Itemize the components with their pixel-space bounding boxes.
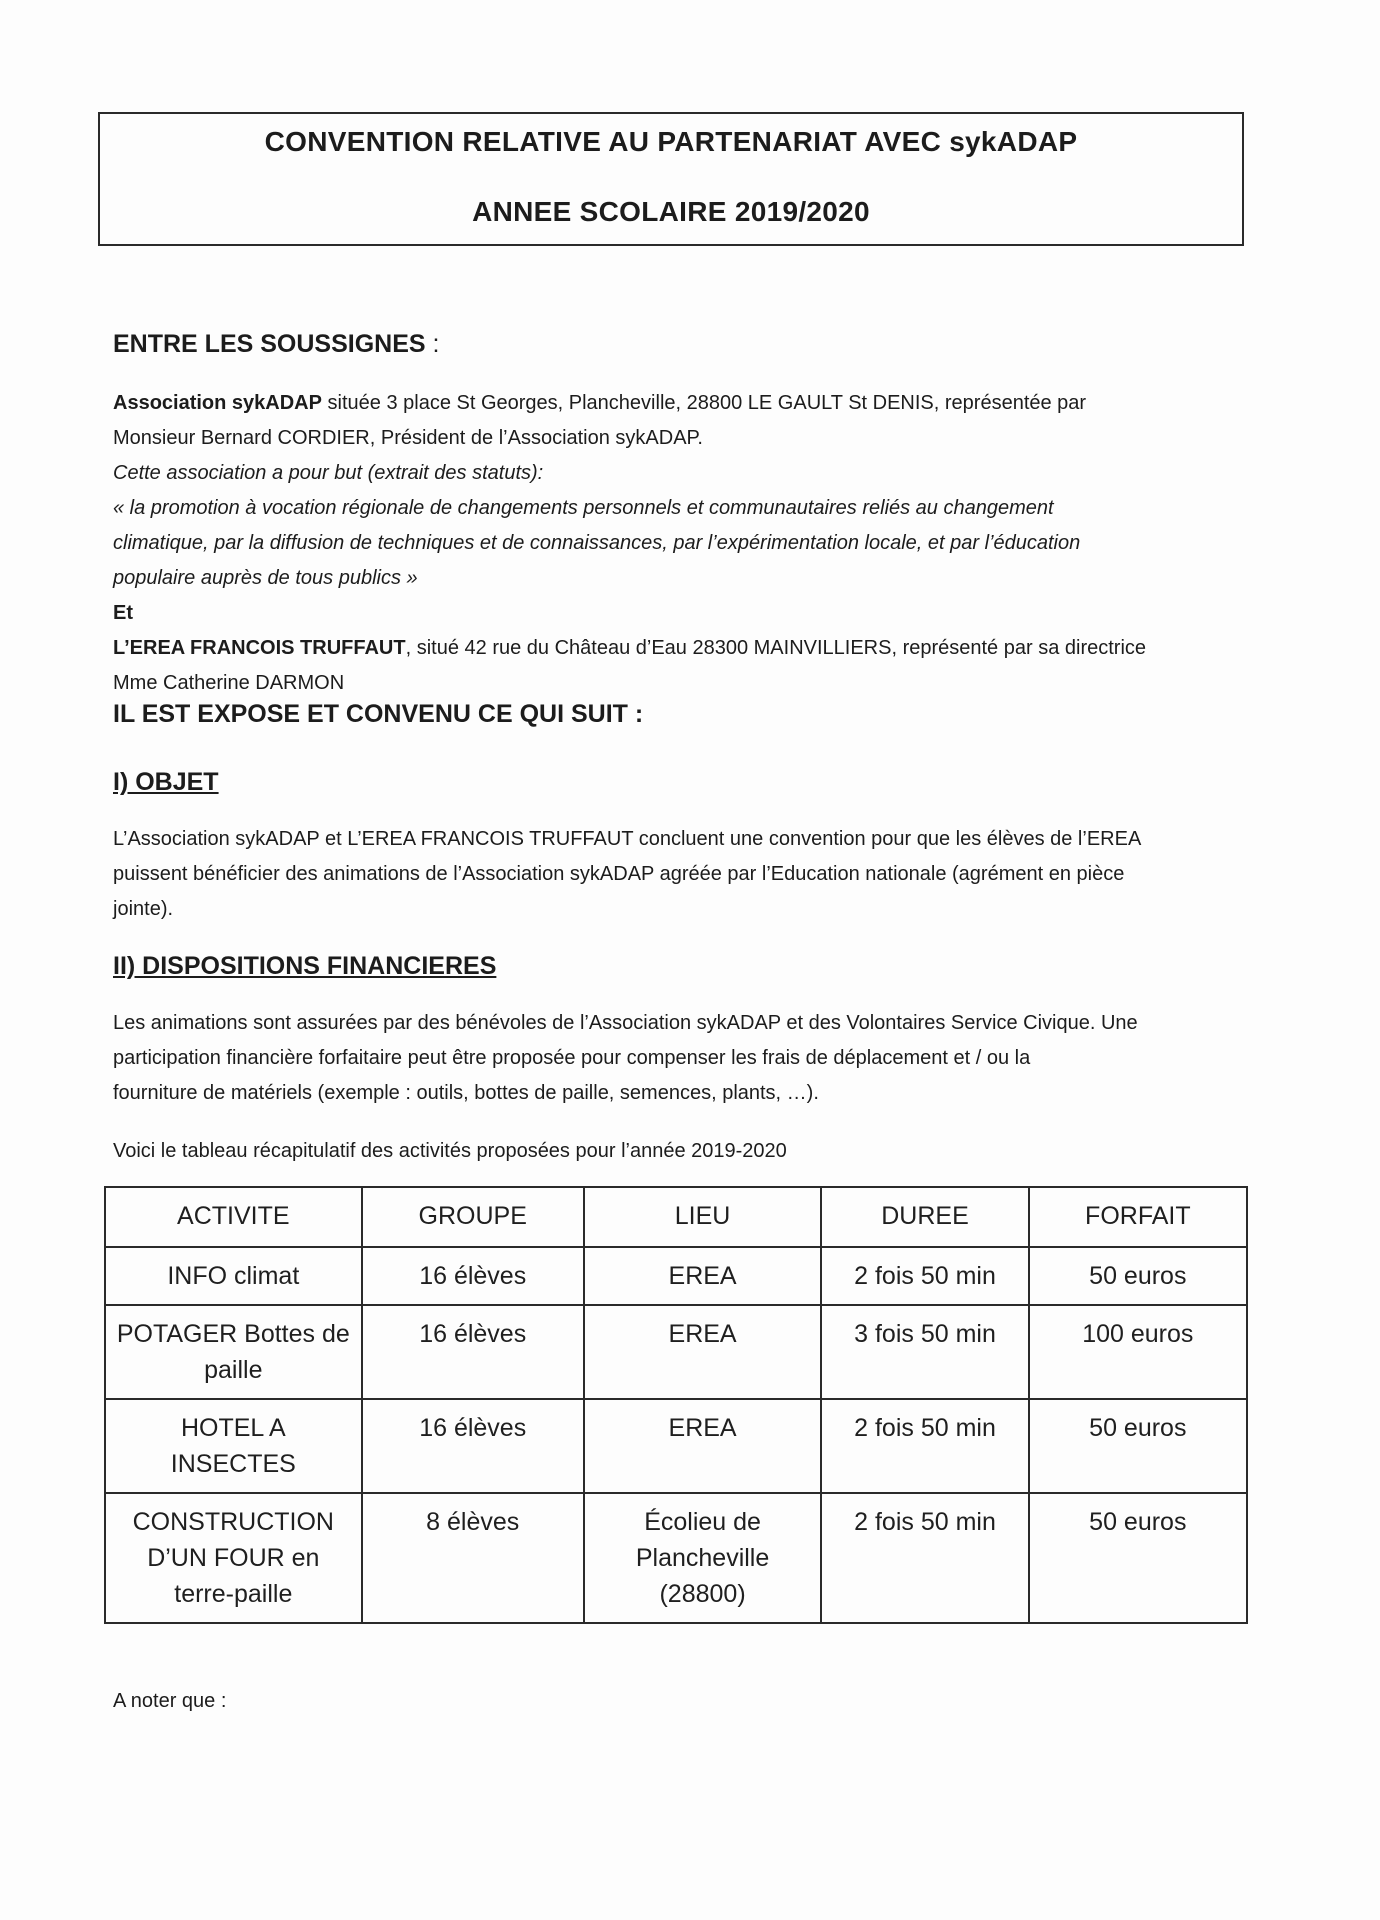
- cell-forfait: 50 euros: [1029, 1247, 1247, 1305]
- table-row: [105, 1247, 1247, 1305]
- header-forfait: FORFAIT: [1029, 1187, 1247, 1247]
- exposed-heading: IL EST EXPOSE ET CONVENU CE QUI SUIT :: [113, 700, 644, 728]
- cell-groupe: 16 élèves: [362, 1305, 584, 1399]
- cell-groupe: 16 élèves: [362, 1247, 584, 1305]
- cell-lieu: EREA: [584, 1305, 822, 1399]
- document-title: CONVENTION RELATIVE AU PARTENARIAT AVEC sykADAP: [264, 126, 1078, 157]
- cell-forfait: 50 euros: [1029, 1399, 1247, 1493]
- school-year-title: ANNEE SCOLAIRE 2019/2020: [472, 196, 870, 227]
- header-groupe: GROUPE: [362, 1187, 584, 1247]
- association-name: Association sykADAP: [113, 392, 322, 414]
- objet-heading: I) OBJET: [113, 768, 219, 796]
- cell-lieu: EREA: [584, 1399, 822, 1493]
- association-paragraph: Association sykADAP située 3 place St Georges, Plancheville, 28800 LE GAULT St DENIS, représentée par Monsieur Bernard CORDIER, Président de l’Association sykADAP. Cette association a pour but (extrait des statuts): « la promotion à vocation régionale de changements personnels et communautaires reliés au changement climatique, par la diffusion de techniques et de connaissances, par l’expérimentation locale, et par l’éducation populaire auprès de tous publics » Et L’EREA FRANCOIS TRUFFAUT, situé 42 rue du Château d’Eau 28300 MAINVILLIERS, représenté par sa directrice Mme Catherine DARMON: [113, 392, 1147, 694]
- header-duree: DUREE: [821, 1187, 1028, 1247]
- cell-duree: 2 fois 50 min: [821, 1247, 1028, 1305]
- cell-groupe: 8 élèves: [362, 1493, 584, 1623]
- cell-groupe: 16 élèves: [362, 1399, 584, 1493]
- table-row: [105, 1399, 1247, 1493]
- cell-lieu: EREA: [584, 1247, 822, 1305]
- cell-duree: 2 fois 50 min: [821, 1493, 1028, 1623]
- parties-heading: ENTRE LES SOUSSIGNES :: [113, 330, 440, 358]
- cell-activite: INFO climat: [105, 1247, 362, 1305]
- activities-table: [104, 1186, 1248, 1624]
- cell-duree: 2 fois 50 min: [821, 1399, 1028, 1493]
- cell-forfait: 100 euros: [1029, 1305, 1247, 1399]
- cell-activite: POTAGER Bottes de paille: [105, 1305, 362, 1399]
- cell-forfait: 50 euros: [1029, 1493, 1247, 1623]
- cell-activite: HOTEL A INSECTES: [105, 1399, 362, 1493]
- table-row: [105, 1493, 1247, 1623]
- school-name: L’EREA FRANCOIS TRUFFAUT: [113, 637, 406, 659]
- header-lieu: LIEU: [584, 1187, 822, 1247]
- finance-heading: II) DISPOSITIONS FINANCIERES: [113, 952, 497, 980]
- table-intro: Voici le tableau récapitulatif des activités proposées pour l’année 2019-2020: [113, 1140, 787, 1162]
- finance-paragraph: Les animations sont assurées par des bénévoles de l’Association sykADAP et des Volontaires Service Civique. Une participation financière forfaitaire peut être proposée pour compenser les frais de déplacement et / ou la fourniture de matériels (exemple : outils, bottes de paille, semences, plants, …).: [113, 1012, 1138, 1104]
- objet-paragraph: L’Association sykADAP et L’EREA FRANCOIS TRUFFAUT concluent une convention pour que les élèves de l’EREA puissent bénéficier des animations de l’Association sykADAP agréée par l’Education nationale (agrément en pièce jointe).: [113, 828, 1142, 920]
- note-text: A noter que :: [113, 1690, 227, 1712]
- header-activite: ACTIVITE: [105, 1187, 362, 1247]
- table-row: [105, 1305, 1247, 1399]
- cell-activite: CONSTRUCTION D’UN FOUR en terre-paille: [105, 1493, 362, 1623]
- cell-lieu: Écolieu de Plancheville (28800): [584, 1493, 822, 1623]
- cell-duree: 3 fois 50 min: [821, 1305, 1028, 1399]
- title-box: [98, 112, 1244, 246]
- table-header-row: [105, 1187, 1247, 1247]
